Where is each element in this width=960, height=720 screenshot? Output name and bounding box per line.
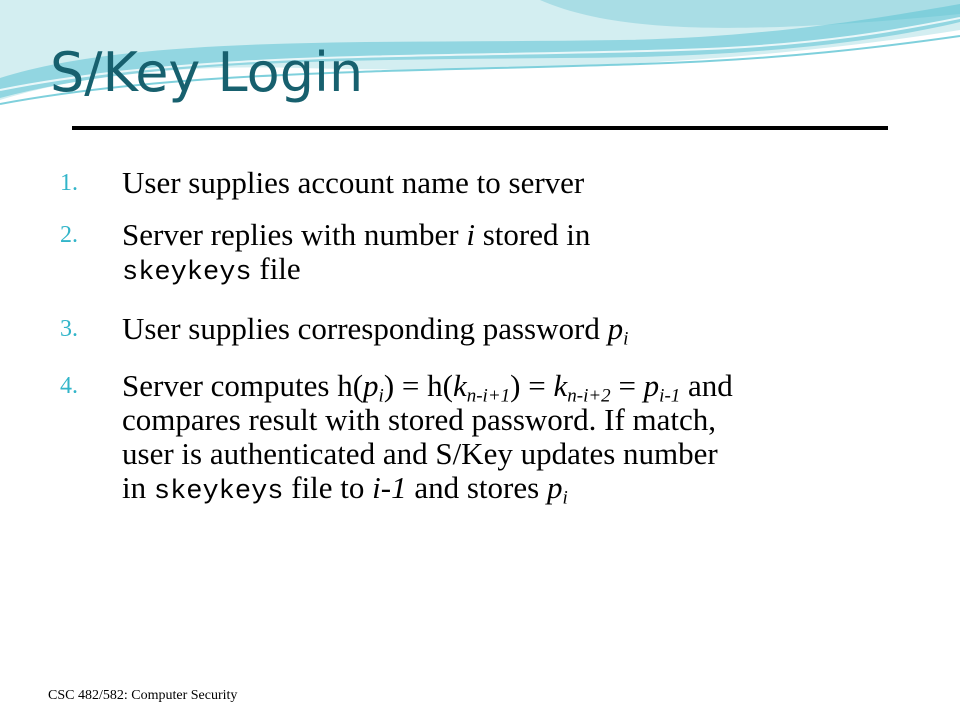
subscript: n-i+1 [466, 385, 511, 407]
step-list [60, 166, 920, 509]
step-item-1 [60, 166, 920, 200]
code-filename: skeykeys [153, 477, 284, 507]
variable-k: k [452, 368, 467, 403]
step-item-3 [60, 311, 920, 350]
step-text: User supplies corresponding password [122, 311, 608, 346]
step-item-2 [60, 218, 920, 290]
step-text: ) = [510, 368, 554, 403]
step-number: 1. [60, 170, 78, 196]
step-item-4 [60, 369, 920, 509]
subscript: i [378, 385, 384, 407]
subscript: i [623, 328, 629, 350]
step-text: user is authenticated and S/Key updates number [122, 436, 718, 471]
slide-footer: CSC 482/582: Computer Security [48, 688, 238, 703]
variable-p: p [546, 470, 563, 505]
variable-p: p [363, 368, 379, 403]
slide-title: S/Key Login [50, 41, 364, 104]
step-number: 3. [60, 316, 78, 342]
step-number: 2. [60, 222, 78, 248]
step-text: Server replies with number [122, 217, 467, 252]
code-filename: skeykeys [122, 258, 252, 288]
variable-i-minus-1: i-1 [372, 470, 407, 505]
step-text: compares result with stored password. If match, [122, 402, 717, 437]
step-text: User supplies account name to server [122, 165, 585, 200]
variable-i: i [466, 217, 475, 252]
variable-p: p [643, 368, 660, 403]
step-text: ) = h( [383, 368, 453, 403]
step-text: stored in [474, 217, 591, 252]
title-underline [72, 126, 888, 130]
step-text: file to [283, 470, 373, 505]
variable-p: p [607, 311, 624, 346]
variable-k: k [553, 368, 568, 403]
subscript: n-i+2 [567, 385, 611, 407]
step-text: in [122, 470, 154, 505]
step-text: Server computes h( [122, 368, 364, 403]
subscript: i [562, 487, 568, 509]
step-text: and [680, 368, 733, 403]
step-text: file [251, 251, 301, 286]
subscript: i-1 [659, 385, 681, 407]
step-number: 4. [60, 373, 78, 399]
step-text: = [610, 368, 644, 403]
step-text: and stores [406, 470, 547, 505]
